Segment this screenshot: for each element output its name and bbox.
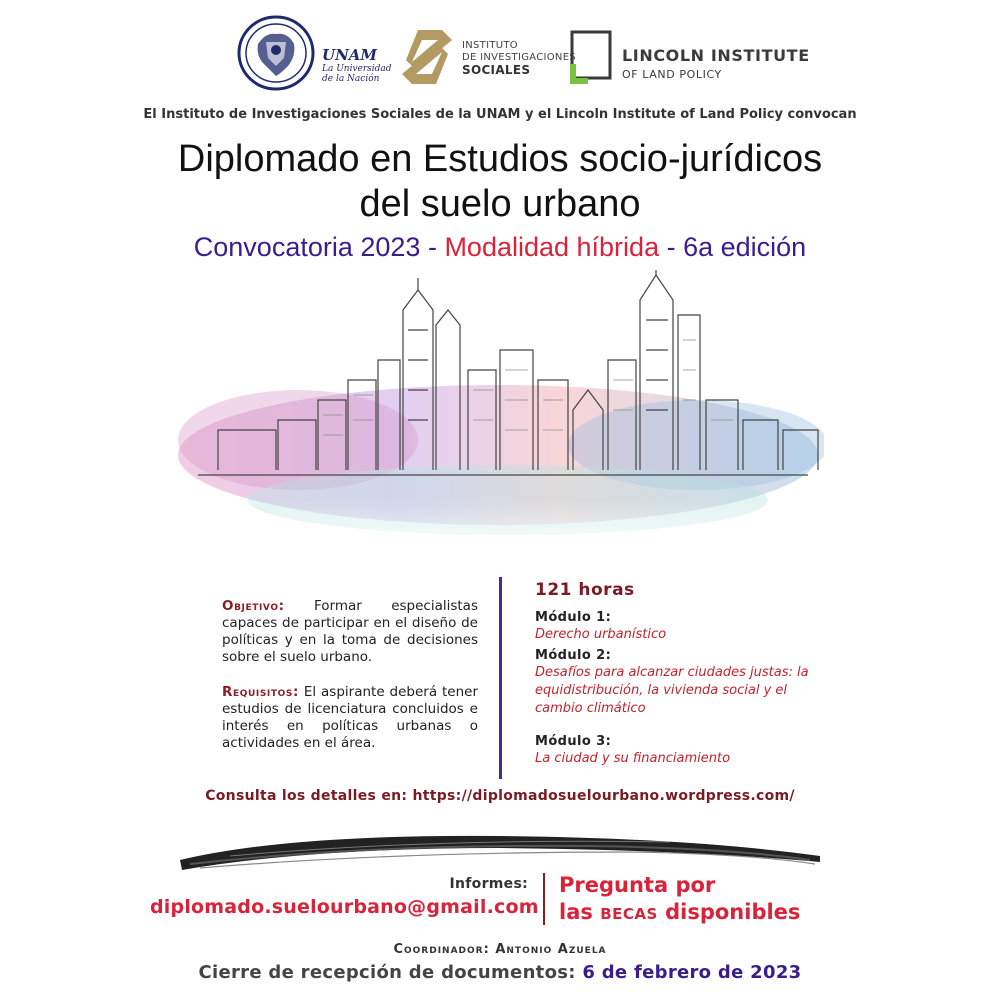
becas-line-1: Pregunta por	[559, 873, 716, 897]
module-1	[535, 610, 825, 644]
objetivo-text: Formar especialistas capaces de participar en el diseño de políticas y en la toma de decisiones sobre el suelo urbano.	[222, 598, 478, 665]
intro-text-b: y el Lincoln Institute of Land Policy convocan	[520, 107, 857, 122]
becas-word: becas	[600, 900, 658, 924]
details-link[interactable]: Consulta los detalles en: https://diplomadosuelourbano.wordpress.com/	[205, 788, 795, 804]
module-2-title: Desafíos para alcanzar ciudades justas: la equidistribución, la vivienda social y el cambio climático	[535, 665, 809, 716]
deadline-line	[0, 962, 1000, 983]
informes-label: Informes:	[449, 876, 528, 892]
deadline-label: Cierre de recepción de documentos:	[198, 962, 583, 983]
lincoln-line-1: LINCOLN INSTITUTE	[622, 46, 810, 65]
becas-line-2	[559, 899, 839, 926]
unam-tagline: La Universidad de la Nación	[322, 64, 392, 84]
program-hours: 121 horas	[535, 580, 635, 600]
objetivo-label: Objetivo:	[222, 598, 285, 614]
logo-bar	[0, 10, 1000, 100]
lincoln-wordmark	[622, 46, 810, 81]
objetivo-paragraph	[222, 598, 478, 666]
module-3	[535, 734, 825, 768]
contact-divider	[543, 873, 545, 925]
becas-text-c: disponibles	[657, 900, 801, 924]
iis-logo-mark	[398, 26, 456, 88]
subtitle-separator-1: -	[420, 232, 445, 262]
module-3-title: La ciudad y su financiamiento	[535, 751, 731, 766]
subtitle-convocatoria: Convocatoria 2023	[193, 232, 421, 262]
unam-wordmark-text: UNAM	[322, 46, 378, 64]
unam-seal-logo	[236, 14, 316, 92]
page-title-line-2: del suelo urbano	[359, 183, 641, 225]
program-column	[535, 580, 825, 772]
lincoln-logo-mark	[570, 30, 614, 86]
module-2-label: Módulo 2:	[535, 648, 612, 663]
city-skyline-illustration	[178, 270, 824, 570]
contact-email-link[interactable]: diplomado.suelourbano@gmail.com	[150, 896, 539, 918]
iis-wordmark	[462, 40, 582, 76]
subtitle	[0, 232, 1000, 263]
requisitos-text: El aspirante deberá tener estudios de licenciatura concluidos e interés en políticas urbanas o actividades en el área.	[222, 684, 478, 751]
module-2	[535, 648, 825, 718]
subtitle-edicion: 6a edición	[683, 232, 807, 262]
coordinador-line: Coordinador: Antonio Azuela	[393, 942, 607, 957]
module-3-label: Módulo 3:	[535, 734, 612, 749]
iis-line-2: DE INVESTIGACIONES	[462, 52, 576, 63]
unam-wordmark	[322, 46, 392, 96]
description-column	[222, 598, 478, 770]
module-1-title: Derecho urbanístico	[535, 627, 667, 642]
requisitos-paragraph	[222, 684, 478, 752]
page-title-line-1: Diplomado en Estudios socio-jurídicos	[177, 138, 823, 180]
module-1-label: Módulo 1:	[535, 610, 612, 625]
becas-text-a: las	[559, 900, 601, 924]
iis-line-3: SOCIALES	[462, 63, 531, 77]
column-divider	[499, 577, 502, 779]
intro-line	[0, 107, 1000, 122]
intro-text-a: El Instituto de Investigaciones Sociales de la	[143, 107, 477, 122]
subtitle-separator-2: -	[659, 232, 684, 262]
iis-line-1: INSTITUTO	[462, 40, 518, 51]
intro-unam: UNAM	[476, 107, 521, 122]
subtitle-modalidad: Modalidad híbrida	[444, 232, 660, 262]
requisitos-label: Requisitos:	[222, 684, 299, 700]
lincoln-line-2: OF LAND POLICY	[622, 68, 722, 81]
deadline-date: 6 de febrero de 2023	[582, 962, 802, 983]
becas-callout	[559, 872, 839, 926]
